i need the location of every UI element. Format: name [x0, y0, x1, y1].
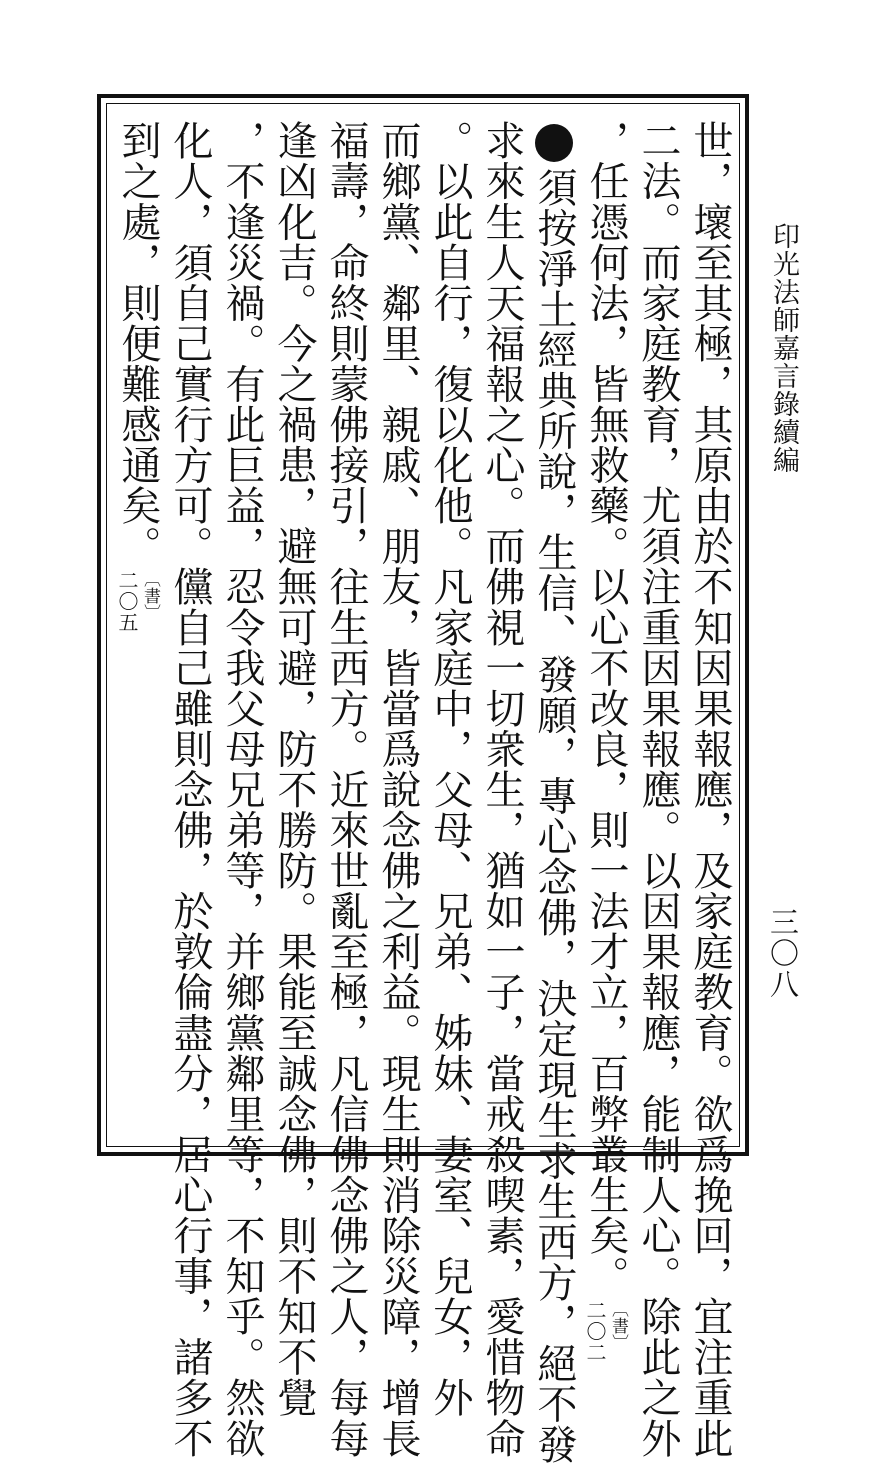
- column-text: 而鄉黨、鄰里、親戚、朋友，皆當爲說念佛之利益。現生則消除災障，增長: [375, 120, 421, 1459]
- text-column-8: [320, 120, 372, 1458]
- citation-source: 〔書〕: [140, 570, 160, 622]
- citation-source: 〔書〕: [608, 1299, 628, 1351]
- text-column-7: [372, 120, 424, 1458]
- citation-note: [584, 1300, 628, 1363]
- text-column-12: [112, 120, 164, 633]
- text-column-6: [424, 120, 476, 1418]
- column-text: 須按淨土經典所說，生信、發願，專心念佛，決定現生求生西方，絕不發: [531, 167, 577, 1465]
- column-text: ，不逢災禍。有此巨益，忍令我父母兄弟等，并鄉黨鄰里等，不知乎。然欲: [219, 120, 265, 1459]
- citation-note: [116, 570, 160, 633]
- column-text: 福壽，命終則蒙佛接引，往生西方。近來世亂至極，凡信佛念佛之人，每每: [323, 120, 369, 1459]
- text-column-2: [632, 120, 684, 1458]
- citation-number: 二〇五: [115, 570, 139, 634]
- section-bullet-icon: [535, 124, 573, 162]
- column-text: 逢凶化吉。今之禍患，避無可避，防不勝防。果能至誠念佛，則不知不覺: [271, 120, 317, 1418]
- column-text: ，任憑何法，皆無救藥。以心不改良，則一法才立，百弊叢生矣。: [583, 120, 629, 1296]
- column-text: 化人，須自己實行方可。儻自己雖則念佛，於敦倫盡分，居心行事，諸多不: [167, 120, 213, 1459]
- text-column-3: [580, 120, 632, 1363]
- text-column-11: [164, 120, 216, 1458]
- citation-number: 二〇二: [583, 1299, 607, 1363]
- page-number: 三〇八: [766, 907, 800, 1000]
- column-text: 到之處，則便難感通矣。: [115, 120, 161, 567]
- text-column-5: [476, 120, 528, 1458]
- column-text: 二法。而家庭教育，尤須注重因果報應。以因果報應，能制人心。除此之外: [635, 120, 681, 1459]
- column-text: 。以此自行，復以化他。凡家庭中，父母、兄弟、姊妹、妻室、兒女，外: [427, 120, 473, 1418]
- text-column-4: [528, 120, 580, 1465]
- column-text: 求來生人天福報之心。而佛視一切衆生，猶如一子，當戒殺喫素，愛惜物命: [479, 120, 525, 1459]
- running-head-book-title: 印光法師嘉言錄續編: [768, 222, 799, 474]
- text-column-1: [684, 120, 736, 1458]
- text-column-9: [268, 120, 320, 1418]
- text-column-10: [216, 120, 268, 1458]
- column-text: 世，壞至其極，其原由於不知因果報應，及家庭教育。欲爲挽回，宜注重此: [687, 120, 733, 1459]
